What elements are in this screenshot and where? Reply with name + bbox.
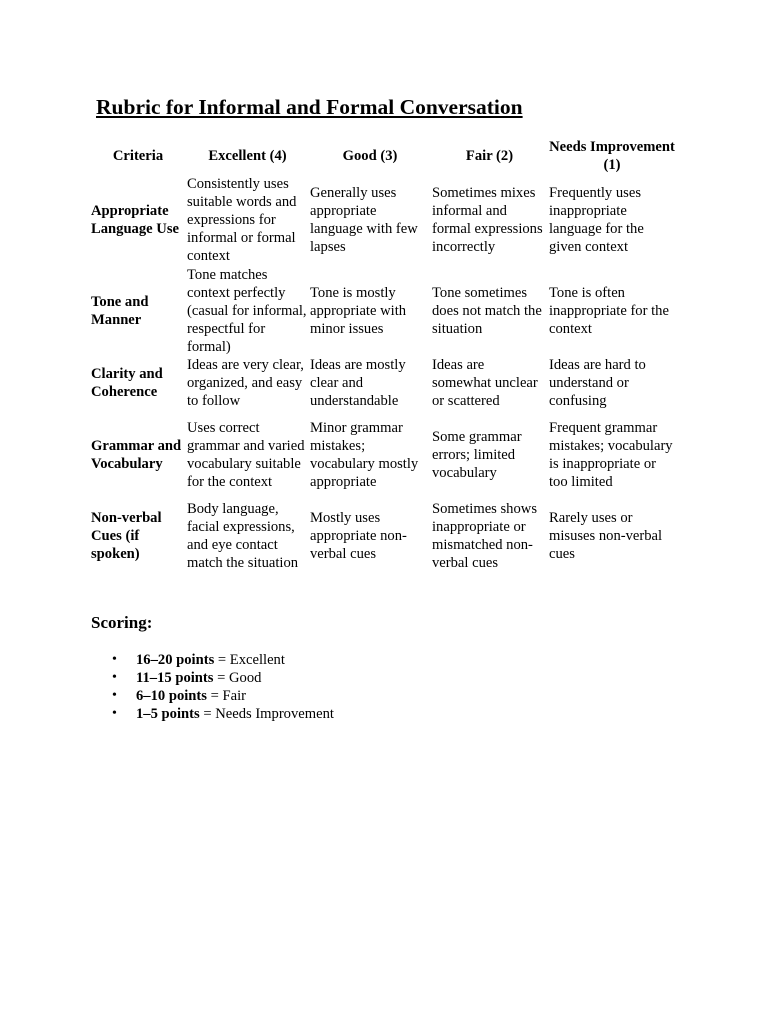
criterion-cell: Appropriate Language Use: [91, 203, 179, 237]
excellent-cell: Consistently uses suitable words and expressions for informal or formal context: [187, 176, 297, 264]
table-row: [90, 500, 676, 572]
table-row: [90, 174, 676, 266]
criterion-cell: Grammar and Vocabulary: [91, 438, 182, 472]
criterion-cell: Non-verbal Cues (if spoken): [91, 510, 162, 562]
list-item: [112, 705, 334, 723]
score-label: = Fair: [206, 688, 247, 704]
list-item: [112, 651, 334, 669]
excellent-cell: Ideas are very clear, organized, and easy to follow: [187, 357, 304, 409]
criterion-cell: Tone and Manner: [91, 294, 149, 328]
score-range: 6–10 points: [136, 688, 207, 704]
page-title: Rubric for Informal and Formal Conversation: [96, 95, 523, 119]
column-header-criteria: Criteria: [112, 148, 164, 164]
good-cell: Ideas are mostly clear and understandable: [310, 357, 406, 409]
fair-cell: Tone sometimes does not match the situation: [432, 285, 542, 337]
score-label: = Good: [213, 670, 262, 686]
list-item: [112, 687, 334, 705]
criterion-cell: Clarity and Coherence: [91, 366, 163, 400]
good-cell: Minor grammar mistakes; vocabulary mostly appropriate: [310, 420, 419, 490]
good-cell: Tone is mostly appropriate with minor issues: [310, 285, 407, 337]
table-header-row: [90, 138, 676, 174]
score-label: = Needs Improvement: [199, 706, 334, 722]
column-header-good: Good (3): [342, 148, 398, 164]
fair-cell: Some grammar errors; limited vocabulary: [432, 429, 522, 481]
fair-cell: Sometimes shows inappropriate or mismatched non-verbal cues: [432, 501, 537, 571]
excellent-cell: Uses correct grammar and varied vocabulary suitable for the context: [187, 420, 305, 490]
table-row: [90, 266, 676, 356]
excellent-cell: Tone matches context perfectly (casual for informal, respectful for formal): [187, 267, 307, 355]
needs-improvement-cell: Tone is often inappropriate for the context: [549, 285, 669, 337]
fair-cell: Ideas are somewhat unclear or scattered: [432, 357, 538, 409]
table-row: [90, 410, 676, 500]
table-row: [90, 356, 676, 410]
needs-improvement-cell: Frequently uses inappropriate language for the given context: [549, 185, 644, 255]
list-item: [112, 669, 334, 687]
score-range: 11–15 points: [136, 670, 214, 686]
rubric-table: [90, 138, 676, 572]
good-cell: Mostly uses appropriate non-verbal cues: [310, 510, 407, 562]
column-header-fair: Fair (2): [465, 148, 514, 164]
excellent-cell: Body language, facial expressions, and eye contact match the situation: [187, 501, 299, 571]
scoring-list: [112, 651, 334, 723]
fair-cell: Sometimes mixes informal and formal expressions incorrectly: [432, 185, 543, 255]
needs-improvement-cell: Frequent grammar mistakes; vocabulary is inappropriate or too limited: [549, 420, 673, 490]
scoring-heading: Scoring:: [91, 613, 153, 632]
needs-improvement-cell: Rarely uses or misuses non-verbal cues: [549, 510, 663, 562]
column-header-excellent: Excellent (4): [208, 148, 287, 164]
score-range: 16–20 points: [136, 652, 215, 668]
column-header-needs-improvement: Needs Improvement (1): [549, 139, 675, 173]
good-cell: Generally uses appropriate language with few lapses: [310, 185, 418, 255]
needs-improvement-cell: Ideas are hard to understand or confusing: [549, 357, 646, 409]
score-label: = Excellent: [214, 652, 285, 668]
score-range: 1–5 points: [136, 706, 200, 722]
